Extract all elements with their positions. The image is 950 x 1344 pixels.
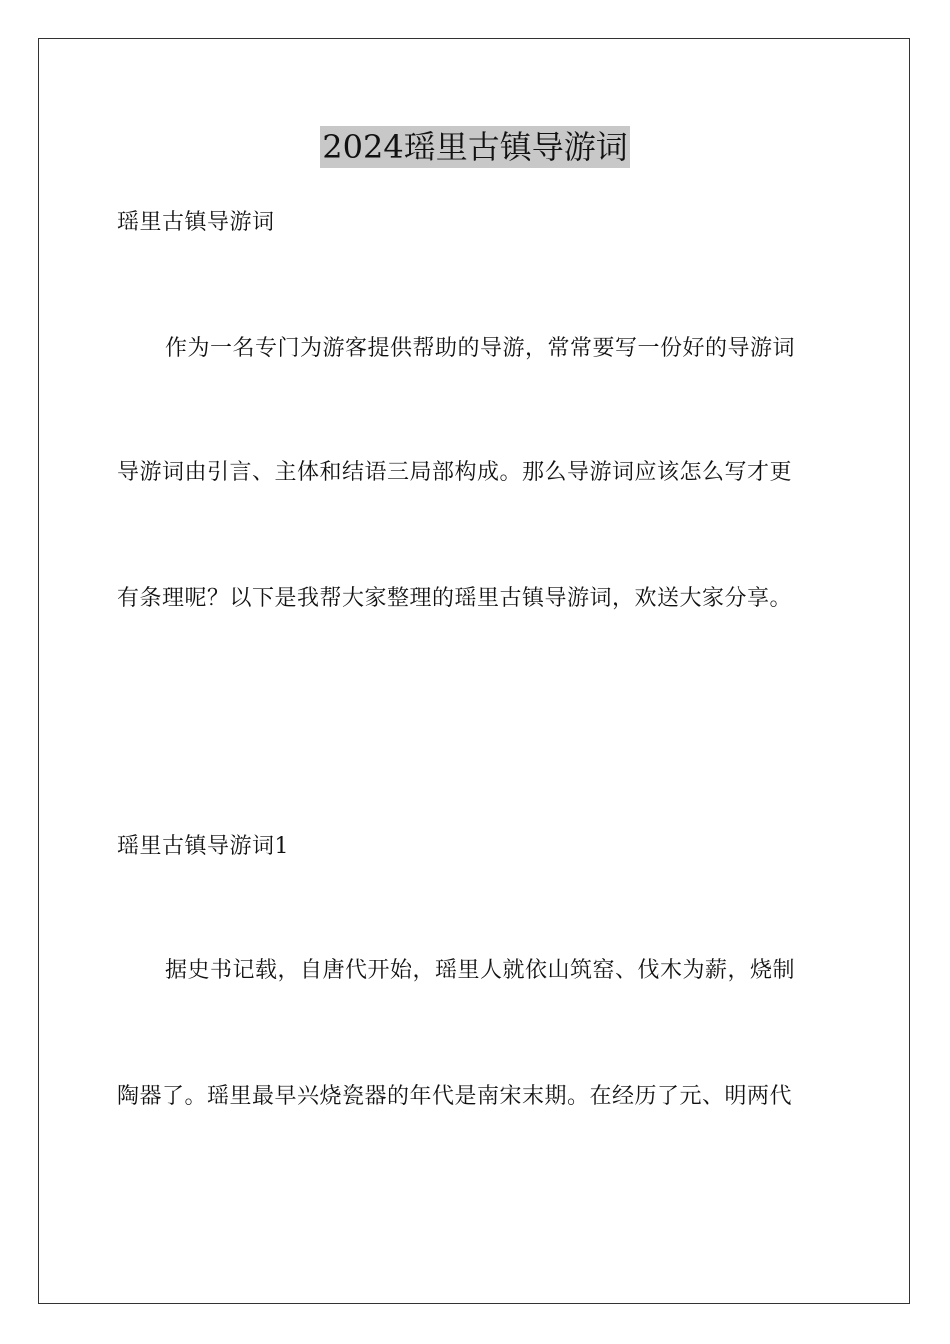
paragraph-line: 陶器了。瑶里最早兴烧瓷器的年代是南宋末期。在经历了元、明两代 — [117, 1084, 793, 1109]
paragraph-line: 有条理呢？以下是我帮大家整理的瑶里古镇导游词，欢送大家分享。 — [117, 586, 793, 611]
paragraph-line: 据史书记载，自唐代开始，瑶里人就依山筑窑、伐木为薪，烧制 — [165, 958, 796, 983]
paragraph-line: 作为一名专门为游客提供帮助的导游，常常要写一份好的导游词 — [165, 336, 796, 361]
title-container — [0, 126, 950, 168]
section-heading: 瑶里古镇导游词1 — [117, 834, 289, 859]
document-subtitle: 瑶里古镇导游词 — [117, 210, 275, 235]
paragraph-line: 导游词由引言、主体和结语三局部构成。那么导游词应该怎么写才更 — [117, 460, 793, 485]
document-title: 2024瑶里古镇导游词 — [322, 128, 628, 166]
